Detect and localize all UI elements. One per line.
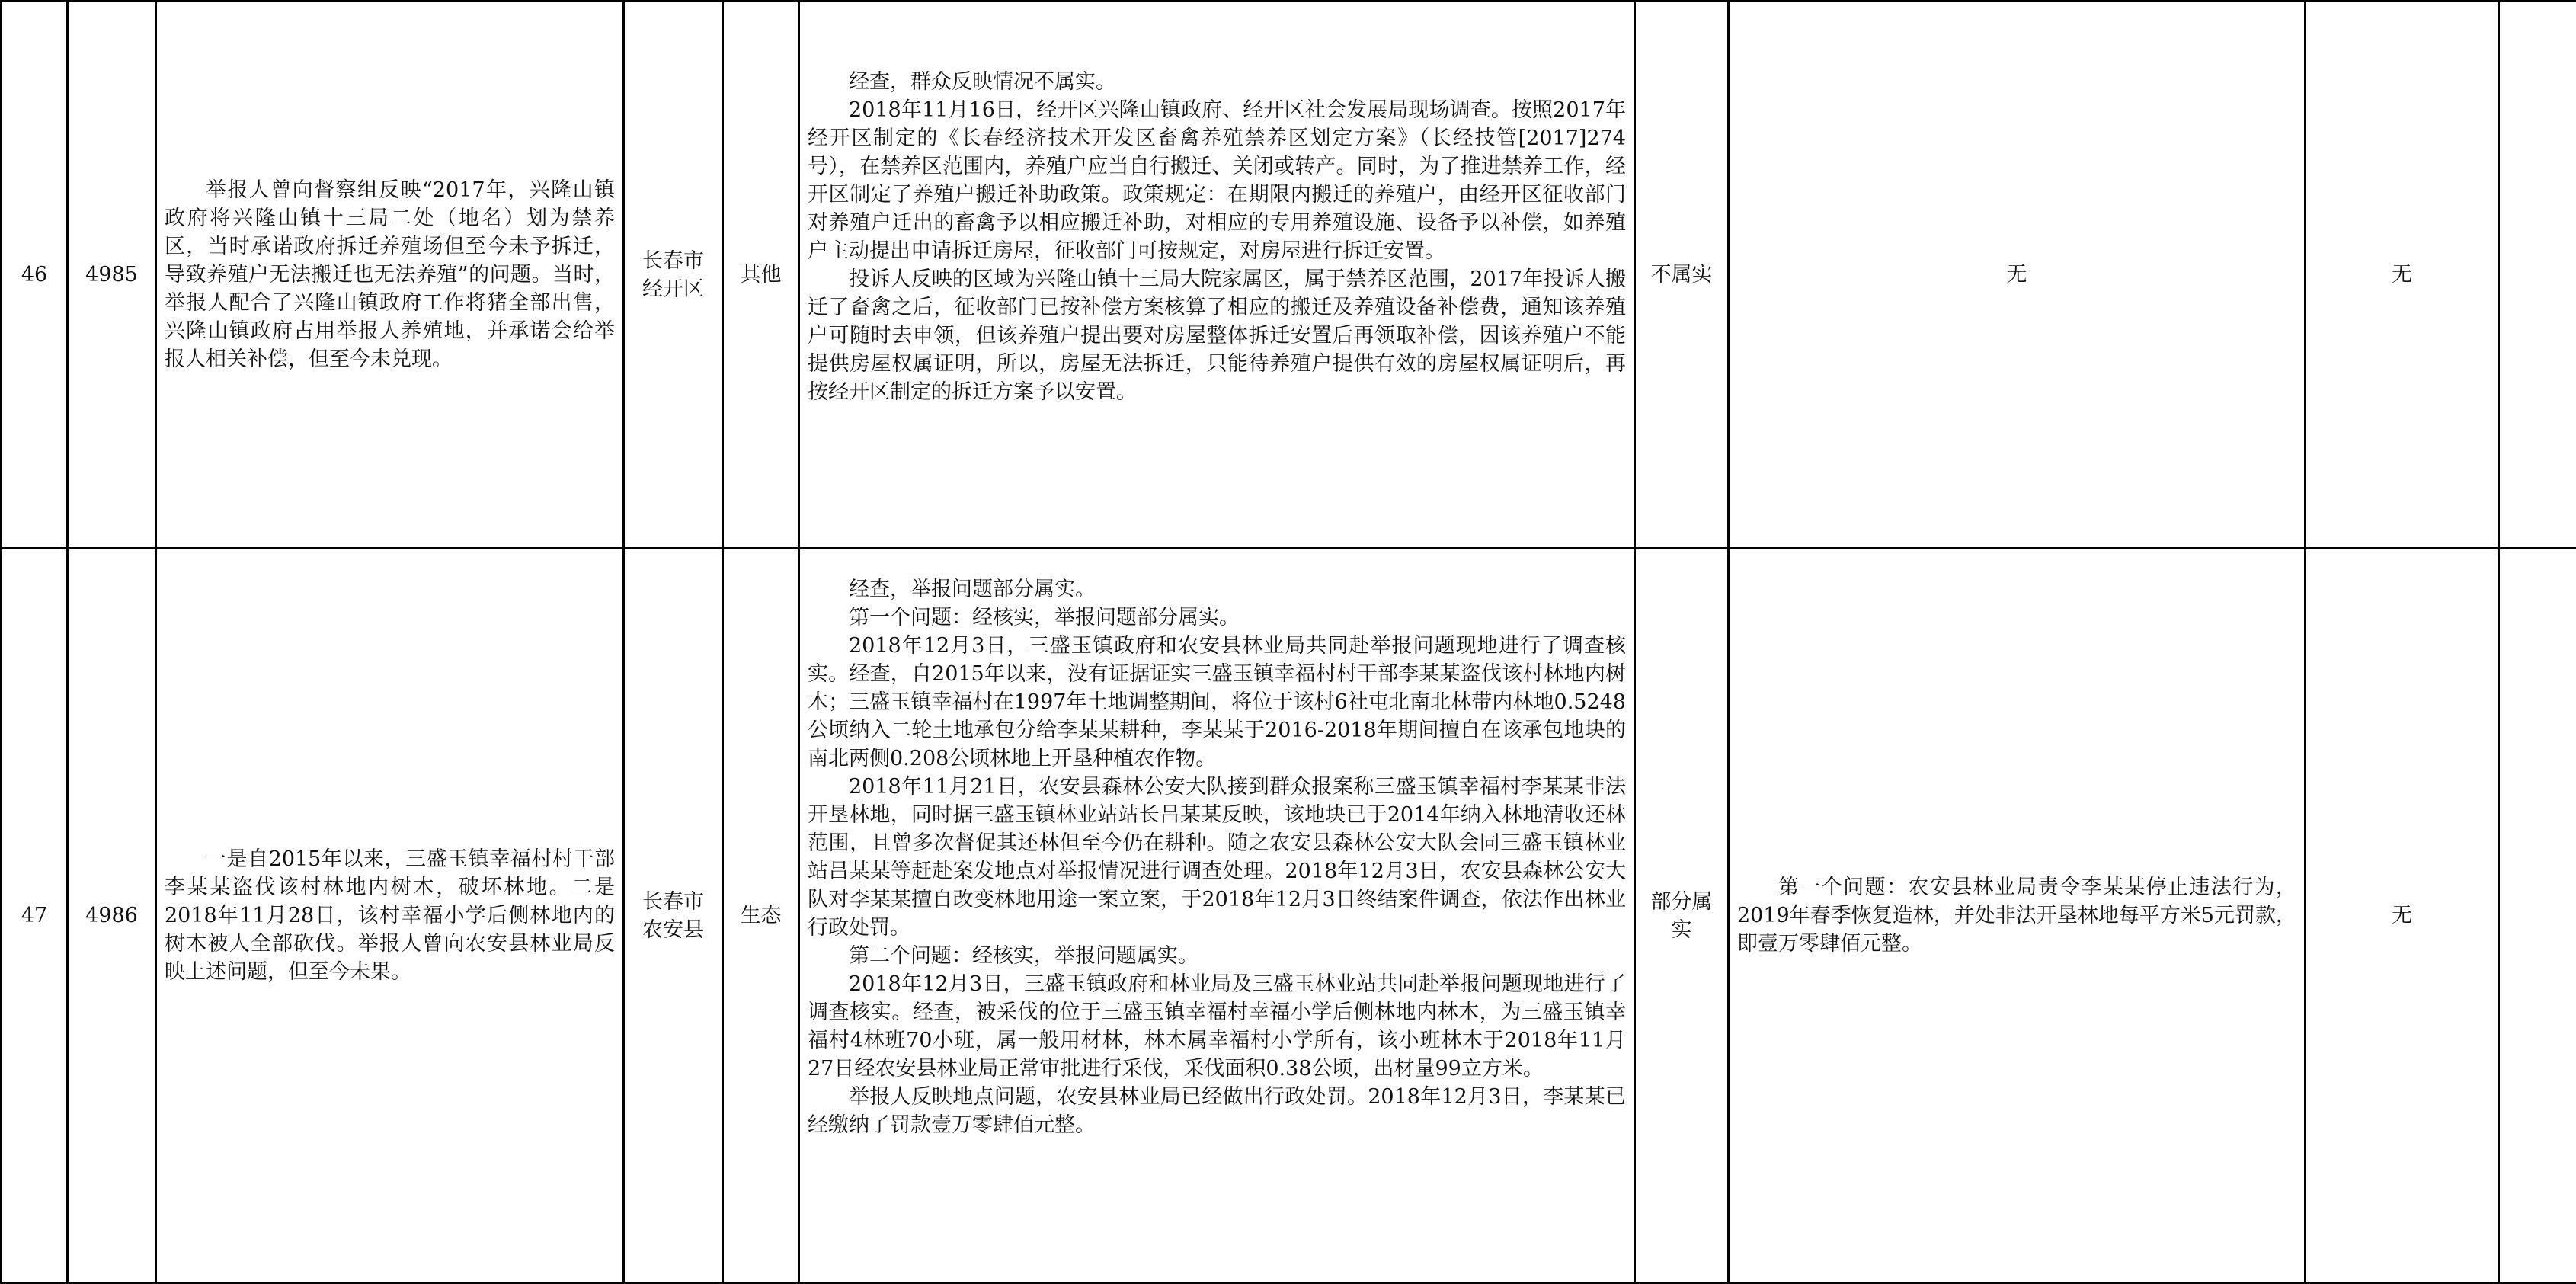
table-row <box>2 2 2576 549</box>
case-code: 4986 <box>68 549 156 1283</box>
verdict-cell: 不属实 <box>1635 2 1729 549</box>
findings-paragraph: 2018年12月3日，三盛玉镇政府和林业局及三盛玉林业站共同赴举报问题现地进行了调查核实。经查，被采伐的位于三盛玉镇幸福村幸福小学后侧林地内林木，为三盛玉镇幸福村4林班70小班，属一般用材林，林木属幸福村小学所有，该小班林木于2018年11月27日经农安县林业局正常审批进行采伐，采伐面积0.38公顷，出材量99立方米。 <box>808 970 1626 1083</box>
accountability-cell: 无 <box>2306 2 2499 549</box>
extra-cell <box>2499 2 2576 549</box>
handling-text: 第一个问题：农安县林业局责令李某某停止违法行为，2019年春季恢复造林，并处非法开垦林地每平方米5元罚款，即壹万零肆佰元整。 <box>1737 873 2296 958</box>
verdict-cell: 部分属实 <box>1635 549 1729 1283</box>
row-number: 46 <box>2 2 68 549</box>
region-cell: 长春市农安县 <box>624 549 723 1283</box>
complaint-text: 一是自2015年以来，三盛玉镇幸福村村干部李某某盗伐该村林地内树木，破坏林地。二是2018年11月28日，该村幸福小学后侧林地内的树木被人全部砍伐。举报人曾向农安县林业局反映上述问题，但至今未果。 <box>165 845 615 986</box>
findings-paragraph: 第一个问题：经核实，举报问题部分属实。 <box>808 604 1626 632</box>
findings-paragraph: 经查，举报问题部分属实。 <box>808 575 1626 604</box>
region-cell: 长春市经开区 <box>624 2 723 549</box>
table-row <box>2 549 2576 1283</box>
complaint-text: 举报人曾向督察组反映“2017年，兴隆山镇政府将兴隆山镇十三局二处（地名）划为禁养区，当时承诺政府拆迁养殖场但至今未予拆迁，导致养殖户无法搬迁也无法养殖”的问题。当时，举报人配合了兴隆山镇政府工作将猪全部出售，兴隆山镇政府占用举报人养殖地，并承诺会给举报人相关补偿，但至今未兑现。 <box>165 176 615 373</box>
findings-cell <box>799 2 1635 549</box>
extra-cell <box>2499 549 2576 1283</box>
findings-paragraph: 2018年12月3日，三盛玉镇政府和农安县林业局共同赴举报问题现地进行了调查核实。经查，自2015年以来，没有证据证实三盛玉镇幸福村村干部李某某盗伐该村林地内树木；三盛玉镇幸福村在1997年土地调整期间，将位于该村6社屯北南北林带内林地0.5248公顷纳入二轮土地承包分给李某某耕种，李某某于2016-2018年期间擅自在该承包地块的南北两侧0.208公顷林地上开垦种植农作物。 <box>808 632 1626 773</box>
handling-cell <box>1729 549 2306 1283</box>
findings-paragraph: 投诉人反映的区域为兴隆山镇十三局大院家属区，属于禁养区范围，2017年投诉人搬迁了畜禽之后，征收部门已按补偿方案核算了相应的搬迁及养殖设备补偿费，通知该养殖户可随时去申领，但该养殖户提出要对房屋整体拆迁安置后再领取补偿，因该养殖户不能提供房屋权属证明，所以，房屋无法拆迁，只能待养殖户提供有效的房屋权属证明后，再按经开区制定的拆迁方案予以安置。 <box>808 265 1626 406</box>
category-cell: 其他 <box>723 2 799 549</box>
findings-paragraph: 经查，群众反映情况不属实。 <box>808 68 1626 96</box>
findings-paragraph: 第二个问题：经核实，举报问题属实。 <box>808 942 1626 970</box>
accountability-cell: 无 <box>2306 549 2499 1283</box>
handling-cell: 无 <box>1729 2 2306 549</box>
case-code: 4985 <box>68 2 156 549</box>
complaint-cell <box>156 2 624 549</box>
findings-paragraph: 2018年11月16日，经开区兴隆山镇政府、经开区社会发展局现场调查。按照2017年经开区制定的《长春经济技术开发区畜禽养殖禁养区划定方案》（长经技管[2017]274号），在禁养区范围内，养殖户应当自行搬迁、关闭或转产。同时，为了推进禁养工作，经开区制定了养殖户搬迁补助政策。政策规定：在期限内搬迁的养殖户，由经开区征收部门对养殖户迁出的畜禽予以相应搬迁补助，对相应的专用养殖设施、设备予以补偿，如养殖户主动提出申请拆迁房屋，征收部门可按规定，对房屋进行拆迁安置。 <box>808 96 1626 265</box>
complaint-cell <box>156 549 624 1283</box>
findings-paragraph: 2018年11月21日，农安县森林公安大队接到群众报案称三盛玉镇幸福村李某某非法开垦林地，同时据三盛玉镇林业站站长吕某某反映，该地块已于2014年纳入林地清收还林范围，且曾多次督促其还林但至今仍在耕种。随之农安县森林公安大队会同三盛玉镇林业站吕某某等赶赴案发地点对举报情况进行调查处理。2018年12月3日，农安县森林公安大队对李某某擅自改变林地用途一案立案，于2018年12月3日终结案件调查，依法作出林业行政处罚。 <box>808 773 1626 942</box>
findings-cell <box>799 549 1635 1283</box>
findings-paragraph: 举报人反映地点问题，农安县林业局已经做出行政处罚。2018年12月3日，李某某已经缴纳了罚款壹万零肆佰元整。 <box>808 1083 1626 1139</box>
category-cell: 生态 <box>723 549 799 1283</box>
row-number: 47 <box>2 549 68 1283</box>
